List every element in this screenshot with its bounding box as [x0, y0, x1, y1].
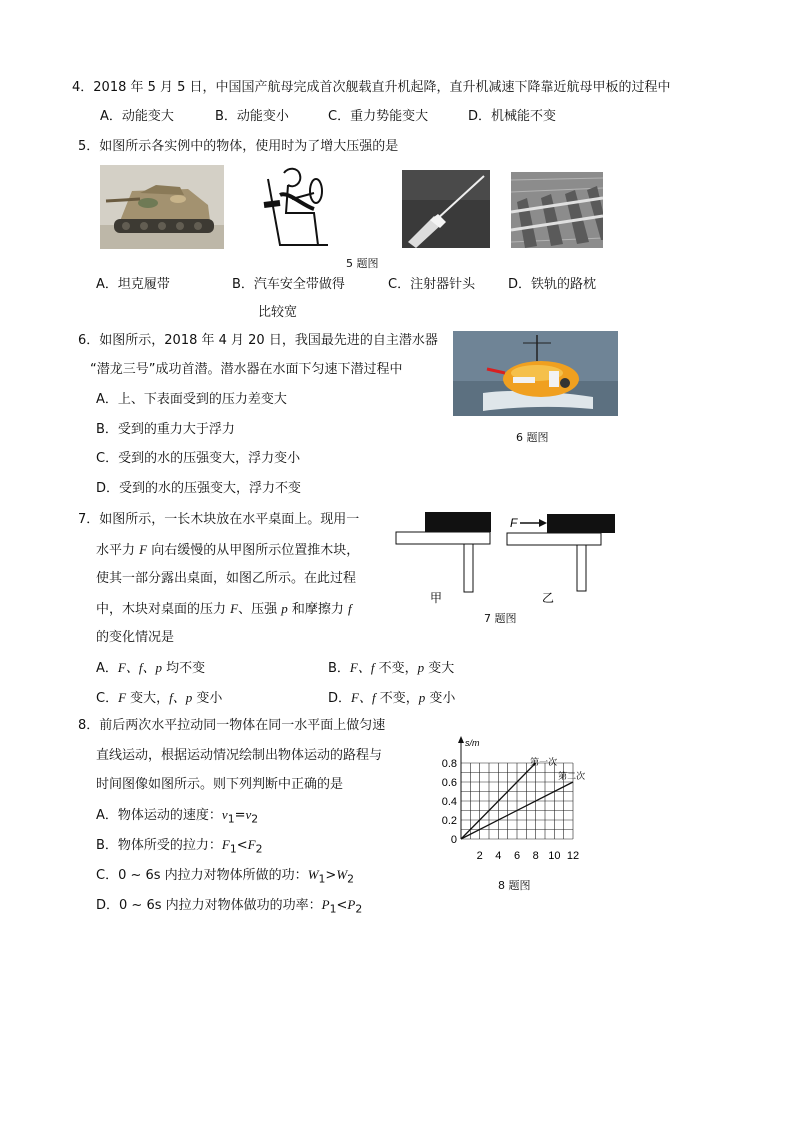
table-top-yi	[507, 533, 601, 545]
q8-figure-caption: 8 题图	[498, 879, 531, 892]
q4-option-d[interactable]: D．机械能不变	[468, 109, 557, 124]
series-label: 第二次	[558, 771, 586, 782]
q8-option-a[interactable]: A．物体运动的速度：$v_1=v_2$	[96, 807, 259, 826]
y-tick-label: 0.8	[441, 758, 457, 770]
q7-stem-line-3: 使其一部分露出桌面，如图乙所示。在此过程	[96, 571, 357, 586]
y-axis-arrow	[458, 736, 464, 743]
y-axis-label: s/m	[465, 738, 480, 748]
q5-option-b-continued: 比较宽	[258, 305, 298, 320]
q7-figure-caption: 7 题图	[484, 612, 517, 625]
series-label: 第一次	[530, 756, 558, 767]
q8-stem-line-2: 直线运动，根据运动情况绘制出物体运动的路程与	[96, 748, 383, 763]
label-yi: 乙	[542, 591, 555, 605]
q4-stem: 4．2018 年 5 月 5 日，中国国产航母完成首次舰载直升机起降，直升机减速下降靠近航母甲板的过程中	[72, 80, 671, 95]
q4-option-b[interactable]: B．动能变小	[215, 109, 289, 124]
table-leg-jia	[464, 544, 473, 592]
q7-stem-line-5: 的变化情况是	[96, 630, 175, 645]
q8-stem-line-1: 8．前后两次水平拉动同一物体在同一水平面上做匀速	[78, 718, 386, 733]
submersible-image	[453, 331, 618, 416]
table-top-jia	[396, 532, 490, 544]
q5-figure-caption: 5 题图	[346, 257, 379, 270]
q5-option-a[interactable]: A．坦克履带	[96, 277, 170, 292]
q5-option-b[interactable]: B．汽车安全带做得	[232, 277, 345, 292]
x-tick-label: 8	[532, 850, 539, 862]
q6-stem-line-1: 6．如图所示，2018 年 4 月 20 日，我国最先进的自主潜水器	[78, 333, 438, 348]
q6-figure-caption: 6 题图	[516, 431, 549, 444]
q7-option-c[interactable]: C．F 变大，f、p 变小	[96, 690, 223, 706]
q6-stem-line-2: “潜龙三号”成功首潜。潜水器在水面下匀速下潜过程中	[90, 362, 403, 377]
q5-option-c[interactable]: C．注射器针头	[388, 277, 476, 292]
x-tick-label: 6	[513, 850, 521, 862]
q7-option-a[interactable]: A．F、f、p 均不变	[96, 660, 206, 676]
block-jia	[425, 512, 491, 532]
q7-stem-line-2: 水平力 F 向右缓慢的从甲图所示位置推木块，	[96, 542, 360, 558]
y-tick-label: 0.2	[441, 815, 457, 827]
y-tick-label: 0.4	[441, 796, 457, 808]
q8-stem-line-3: 时间图像如图所示。则下列判断中正确的是	[96, 777, 344, 792]
force-arrowhead	[539, 519, 547, 527]
x-tick-label: 2	[476, 850, 483, 862]
q8-option-c[interactable]: C．0 ~ 6s 内拉力对物体所做的功：$W_1>W_2$	[96, 867, 355, 886]
q4-option-a[interactable]: A．动能变大	[100, 109, 174, 124]
q7-option-b[interactable]: B．F、f 不变，p 变大	[328, 660, 455, 676]
y-tick-label: 0	[450, 834, 457, 846]
chart-svg	[424, 734, 624, 869]
q6-option-b[interactable]: B．受到的重力大于浮力	[96, 422, 235, 437]
tank-image	[100, 165, 224, 249]
q7-stem-line-1: 7．如图所示，一长木块放在水平桌面上。现用一	[78, 512, 360, 527]
q5-option-d[interactable]: D．铁轨的路枕	[508, 277, 597, 292]
q4-option-c[interactable]: C．重力势能变大	[328, 109, 429, 124]
table-leg-yi	[577, 545, 586, 591]
q7-stem-line-4: 中，木块对桌面的压力 F、压强 p 和摩擦力 f	[96, 601, 352, 617]
q6-option-a[interactable]: A．上、下表面受到的压力差变大	[96, 392, 287, 407]
x-tick-label: 4	[495, 850, 502, 862]
railway-image	[511, 172, 603, 248]
seatbelt-image	[258, 165, 340, 250]
block-yi	[547, 514, 615, 533]
q8-option-b[interactable]: B．物体所受的拉力：$F_1<F_2$	[96, 837, 263, 856]
q6-option-c[interactable]: C．受到的水的压强变大，浮力变小	[96, 451, 301, 466]
distance-time-chart	[424, 734, 624, 869]
q6-option-d[interactable]: D．受到的水的压强变大，浮力不变	[96, 481, 302, 496]
q8-option-d[interactable]: D．0 ~ 6s 内拉力对物体做功的功率：$P_1<P_2$	[96, 897, 363, 916]
q5-stem: 5．如图所示各实例中的物体，使用时为了增大压强的是	[78, 139, 399, 154]
force-label: F	[510, 516, 518, 530]
y-tick-label: 0.6	[441, 777, 457, 789]
q7-option-d[interactable]: D．F、f 不变，p 变小	[328, 690, 456, 706]
x-tick-label: 12	[566, 850, 580, 862]
label-jia: 甲	[430, 591, 443, 605]
x-tick-label: 10	[548, 850, 561, 862]
syringe-image	[402, 170, 490, 248]
